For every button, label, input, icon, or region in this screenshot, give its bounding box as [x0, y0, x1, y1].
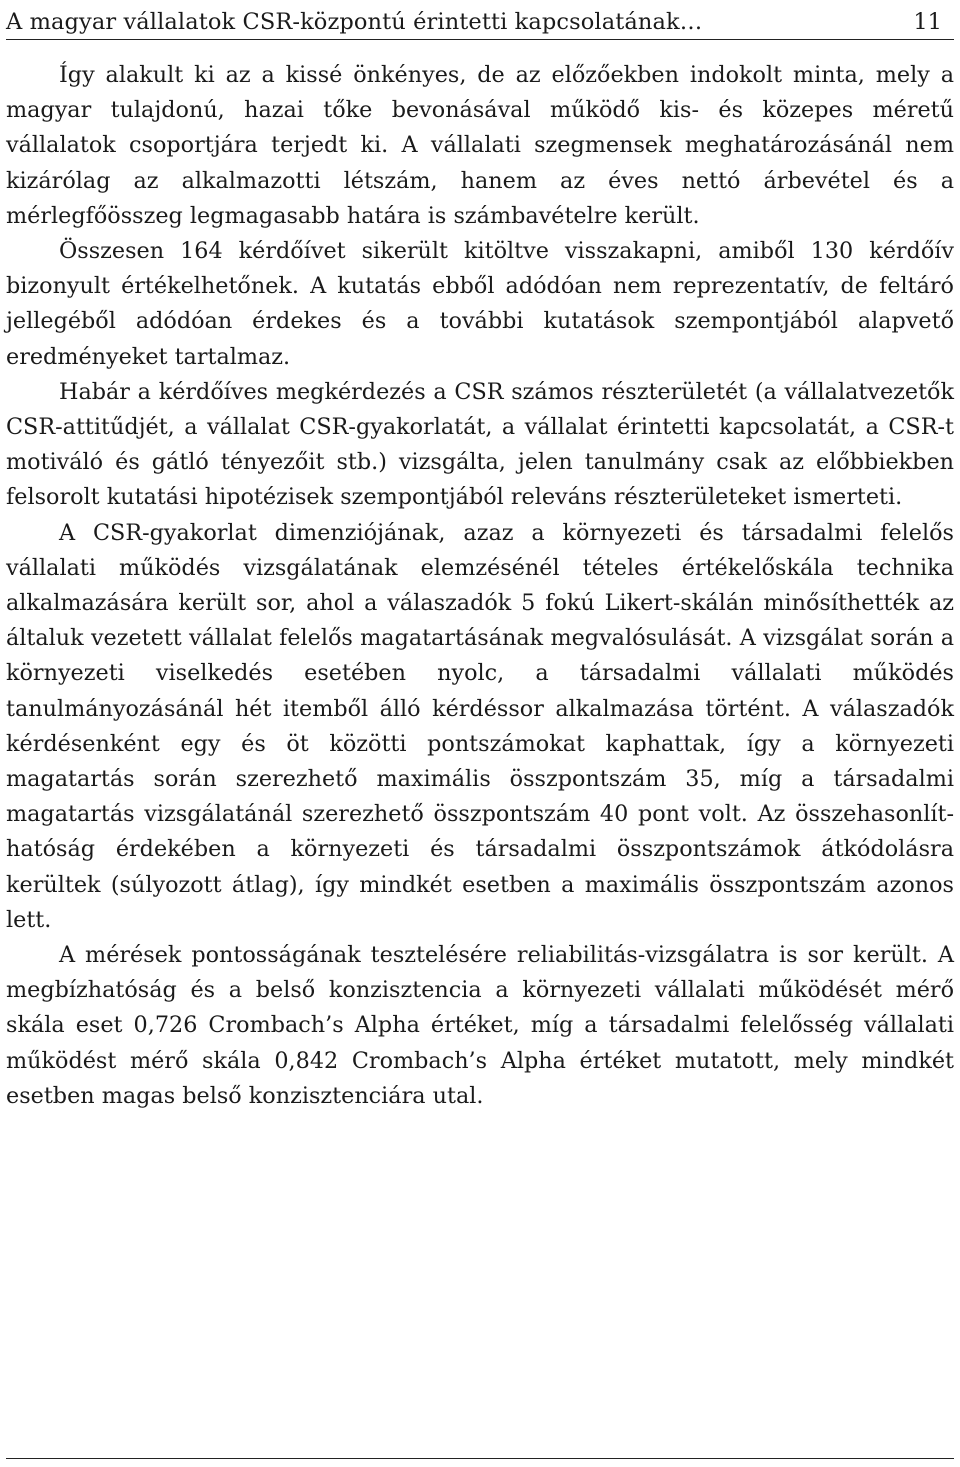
bottom-rule — [6, 1458, 954, 1459]
running-header — [6, 0, 954, 40]
paragraph-survey-scope: Habár a kérdőíves megkérdezés a CSR számos részterületét (a vállalatvezetők CSR-attitűdjét, a vállalat CSR-gyakorlatát, a vállalat érintetti kapcsolatát, a CSR-t motiváló és gátló tényezőit stb.) vizsgálta, jelen tanulmány csak az előbbiekben felsorolt kutatási hipotézisek szempontjából releváns részterületeket ismerteti. — [6, 378, 954, 511]
body-text — [6, 58, 954, 1114]
paragraph-responses: Összesen 164 kérdőívet sikerült kitöltve visszakapni, amiből 130 kérdőív bizonyult értékelhetőnek. A kutatás ebből adódóan nem reprezentatív, de feltáró jellegéből adódóan érdekes és a további kutatások szempontjából alapvető eredményeket tartalmaz. — [6, 238, 954, 370]
running-title: A magyar vállalatok CSR-központú érintetti kapcsolatának… — [6, 9, 703, 35]
page-number: 11 — [913, 9, 942, 35]
paragraph-reliability: A mérések pontosságának tesztelésére reliabilitás-vizsgálatra is sor került. A megbízhatóság és a belső konzisztencia a környezeti vállalati működését mérő skála eset 0,726 Crombach’s Alpha értéket, míg a társadalmi felelősség vállalati működést mérő skála 0,842 Crombach’s Alpha értéket mutatott, mely mindkét esetben magas belső konzisztenciára utal. — [6, 942, 954, 1109]
paragraph-csr-practice: A CSR-gyakorlat dimenziójának, azaz a környezeti és társadalmi felelős vállalati működés vizsgálatának elemzésénél tételes értékelőskála technika alkalmazására került sor, ahol a válaszadók 5 fokú Likert-skálán minősíthették az általuk vezetett vállalat felelős magatartásának megvalósulását. A vizsgálat során a környezeti viselkedés esetében nyolc, a társadalmi vállalati működés tanulmányozásánál hét itemből álló kérdéssor alkalmazása történt. A válaszadók kérdésenként egy és öt közötti pontszámokat kaphattak, így a környezeti magatartás során szerezhető maximális összpontszám 35, míg a társadalmi magatartás vizsgálatánál szerezhető összpontszám 40 pont volt. Az összehasonlíthatóság érdekében a környezeti és társadalmi összpontszámok átkódolásra kerültek (súlyozott átlag), így mindkét esetben a maximális összpontszám azonos lett. — [6, 519, 954, 933]
paragraph-sample: Így alakult ki az a kissé önkényes, de az előzőekben indokolt minta, mely a magyar tulajdonú, hazai tőke bevonásával működő kis- és közepes méretű vállalatok csoportjára terjedt ki. A vállalati szegmensek meghatározásánál nem kizárólag az alkalmazotti létszám, hanem az éves nettó árbevétel és a mérlegfőösszeg legmagasabb határa is számbavételre került. — [6, 62, 954, 229]
